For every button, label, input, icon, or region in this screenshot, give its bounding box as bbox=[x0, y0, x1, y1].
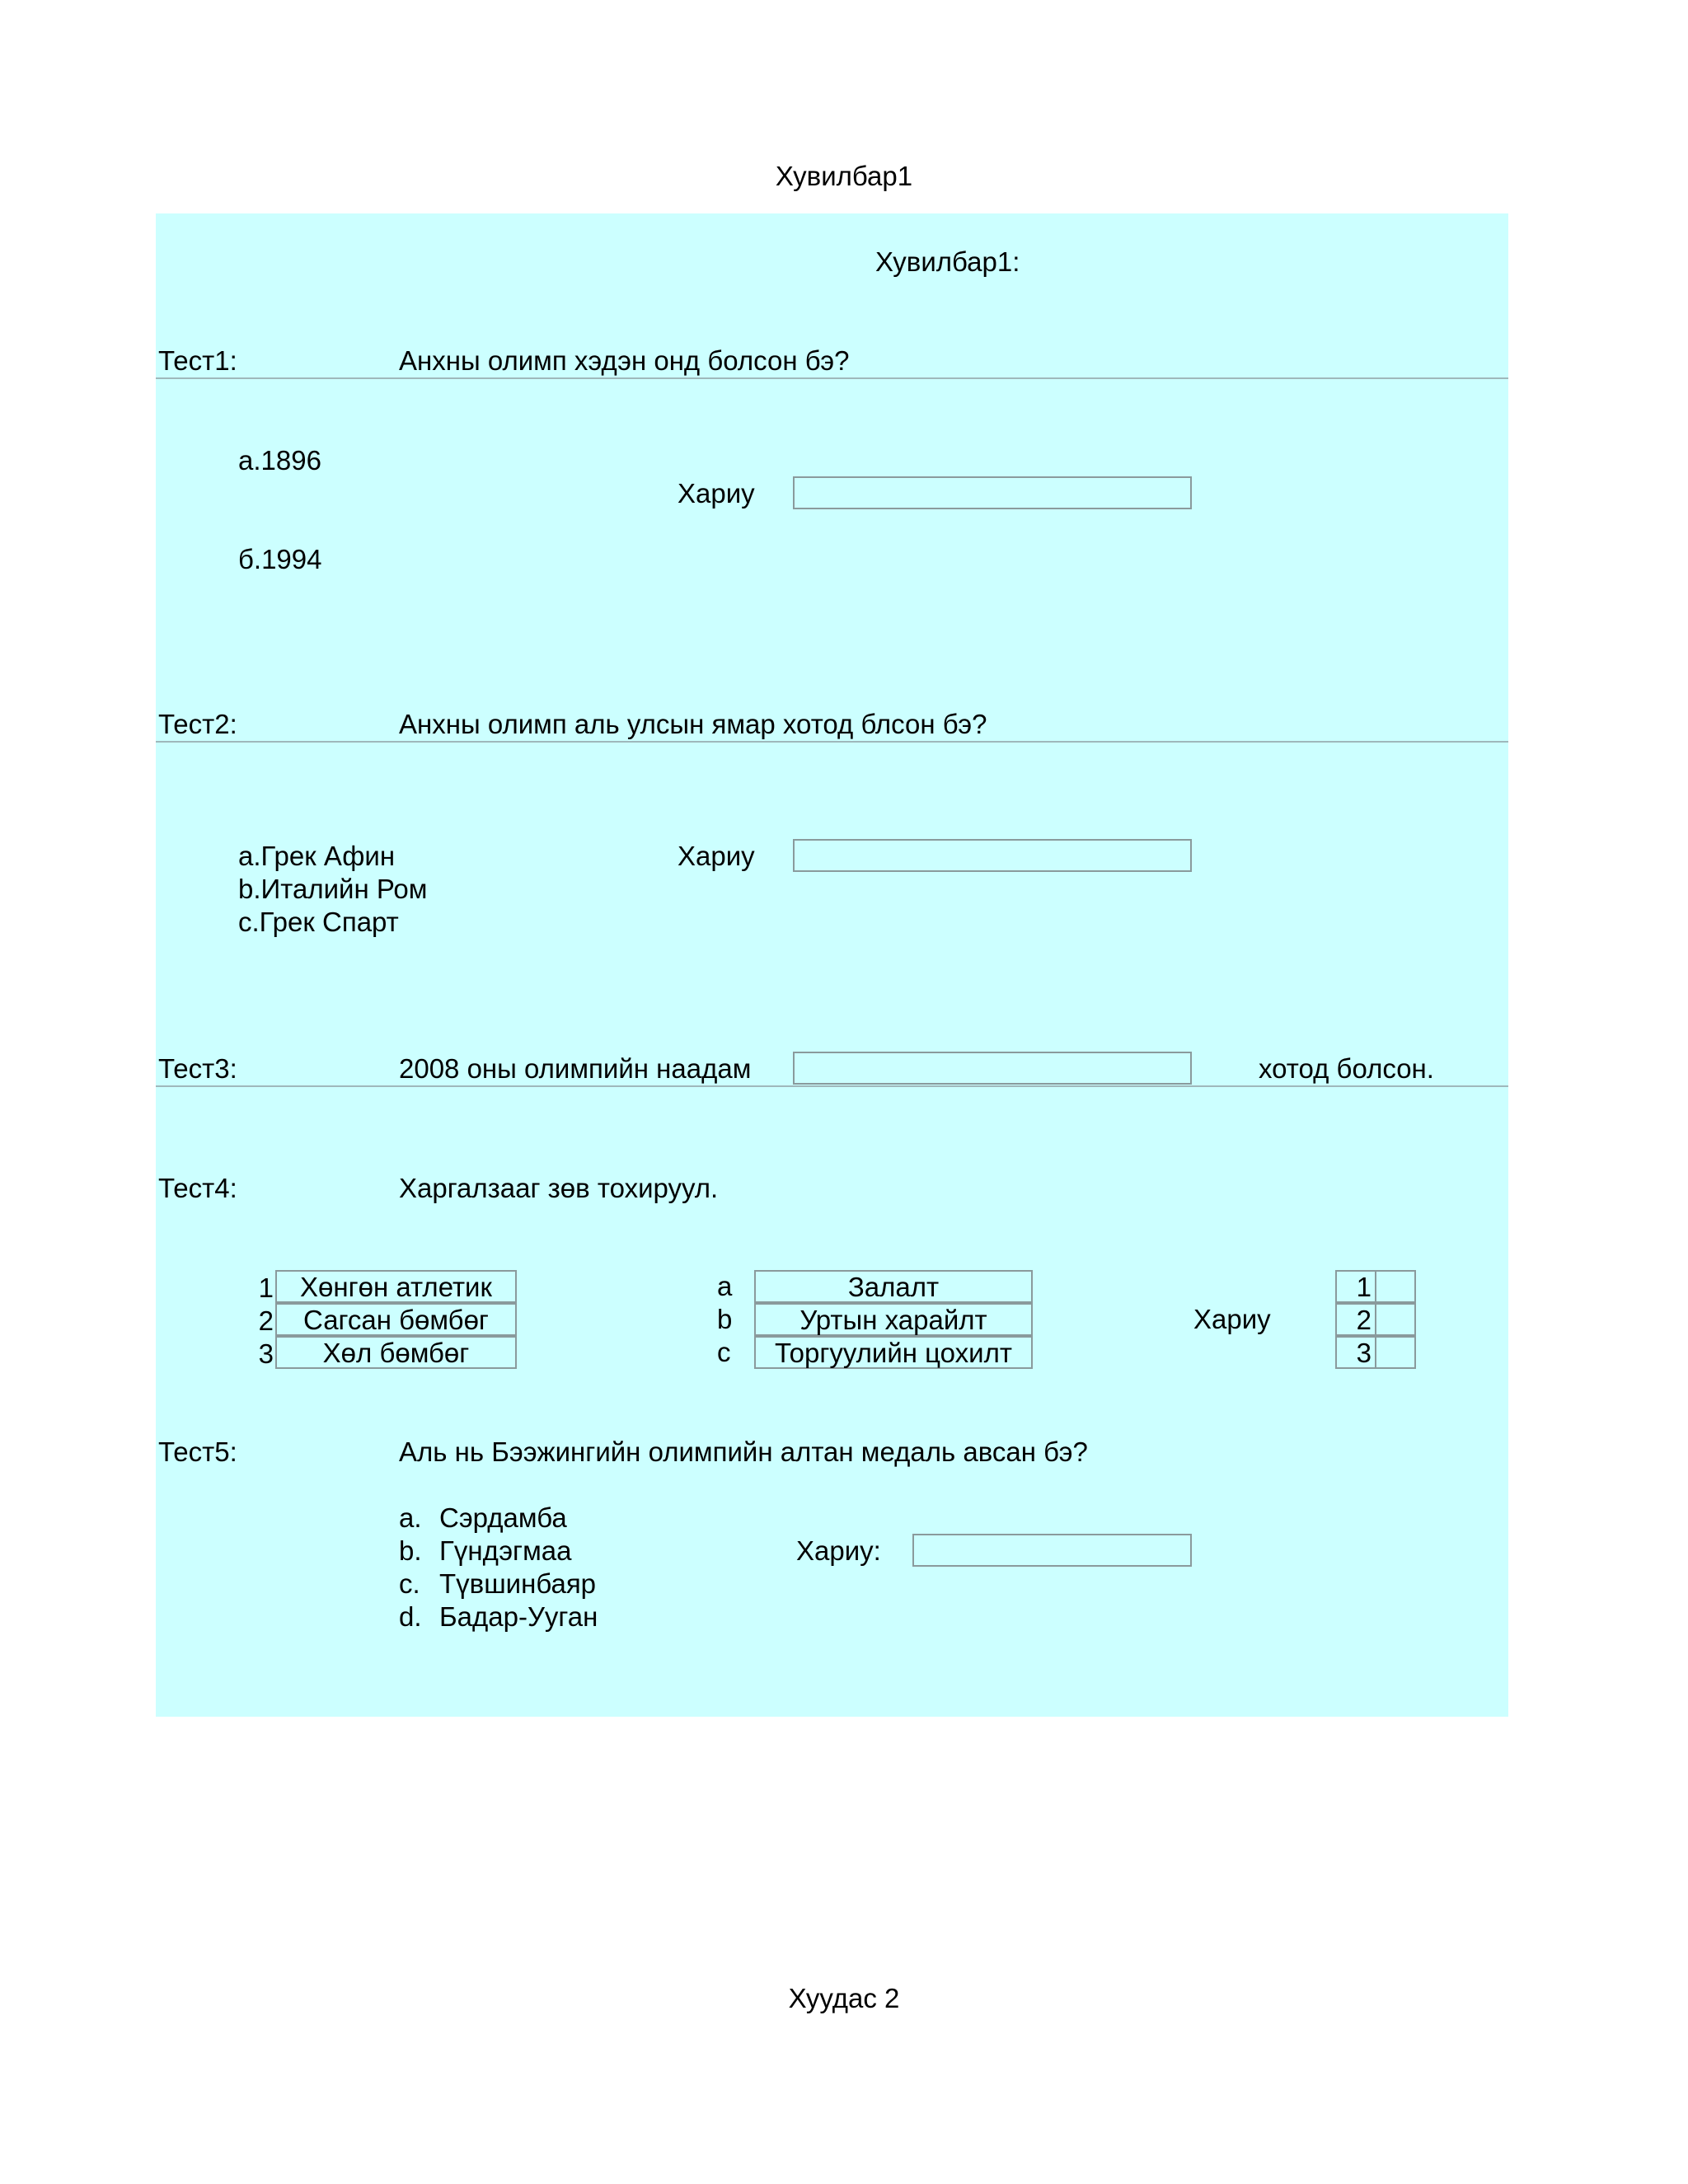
match-answer-number: 2 bbox=[1335, 1303, 1376, 1336]
match-right-item: Торгуулийн цохилт bbox=[754, 1336, 1033, 1369]
test4-answer-label: Хариу bbox=[1193, 1304, 1271, 1334]
test4-question: Харгалзааг зөв тохируул. bbox=[399, 1173, 719, 1203]
match-right-letter: c bbox=[717, 1337, 731, 1367]
match-left-item: Хөнгөн атлетик bbox=[275, 1270, 517, 1303]
test4-label: Тест4: bbox=[158, 1173, 237, 1203]
test2-option-a: a.Грек Афин bbox=[238, 841, 396, 871]
test5-option-letter: b. bbox=[399, 1535, 422, 1566]
match-right-letter: a bbox=[717, 1271, 733, 1301]
test5-label: Тест5: bbox=[158, 1436, 237, 1467]
test5-option-name: Гүндэгмаа bbox=[439, 1535, 572, 1566]
test5-option-name: Түвшинбаяр bbox=[439, 1568, 597, 1599]
test3-suffix: хотод болсон. bbox=[1259, 1053, 1434, 1084]
test2-label: Тест2: bbox=[158, 709, 237, 739]
test5-option-letter: a. bbox=[399, 1502, 422, 1533]
divider bbox=[156, 377, 1508, 379]
test2-answer-field[interactable] bbox=[793, 839, 1192, 872]
test5-option-letter: d. bbox=[399, 1601, 422, 1632]
test5-answer-field[interactable] bbox=[912, 1534, 1192, 1567]
page-footer: Хуудас 2 bbox=[788, 1983, 900, 2013]
test1-option-a: а.1896 bbox=[238, 445, 321, 476]
match-answer-field[interactable] bbox=[1375, 1303, 1416, 1336]
divider bbox=[156, 1085, 1508, 1087]
test1-answer-field[interactable] bbox=[793, 476, 1192, 509]
test1-label: Тест1: bbox=[158, 345, 237, 376]
divider bbox=[156, 741, 1508, 743]
test1-question: Анхны олимп хэдэн онд болсон бэ? bbox=[399, 345, 850, 376]
test2-option-c: c.Грек Спарт bbox=[238, 907, 399, 937]
match-answer-number: 3 bbox=[1335, 1336, 1376, 1369]
test3-label: Тест3: bbox=[158, 1053, 237, 1084]
match-left-number: 2 bbox=[258, 1305, 274, 1336]
match-right-item: Залалт bbox=[754, 1270, 1033, 1303]
test1-answer-label: Хариу bbox=[678, 478, 755, 509]
test5-answer-label: Хариу: bbox=[796, 1535, 881, 1566]
test1-option-b: б.1994 bbox=[238, 544, 322, 574]
match-right-item: Уртын харайлт bbox=[754, 1303, 1033, 1336]
test5-option-name: Сэрдамба bbox=[439, 1502, 567, 1533]
match-left-item: Сагсан бөмбөг bbox=[275, 1303, 517, 1336]
test2-answer-label: Хариу bbox=[678, 841, 755, 871]
match-answer-field[interactable] bbox=[1375, 1270, 1416, 1303]
test3-answer-field[interactable] bbox=[793, 1052, 1192, 1085]
test2-question: Анхны олимп аль улсын ямар хотод блсон бэ? bbox=[399, 709, 987, 739]
match-answer-number: 1 bbox=[1335, 1270, 1376, 1303]
match-right-letter: b bbox=[717, 1304, 733, 1334]
match-left-number: 1 bbox=[258, 1272, 274, 1303]
match-left-item: Хөл бөмбөг bbox=[275, 1336, 517, 1369]
test2-option-b: b.Италийн Ром bbox=[238, 874, 428, 904]
test5-option-letter: c. bbox=[399, 1568, 420, 1599]
test5-option-name: Бадар-Ууган bbox=[439, 1601, 598, 1632]
match-answer-field[interactable] bbox=[1375, 1336, 1416, 1369]
test3-question: 2008 оны олимпийн наадам bbox=[399, 1053, 752, 1084]
worksheet-area bbox=[156, 213, 1508, 1717]
test5-question: Аль нь Бээжингийн олимпийн алтан медаль авсан бэ? bbox=[399, 1436, 1088, 1467]
match-left-number: 3 bbox=[258, 1338, 274, 1369]
page-header: Хувилбар1 bbox=[775, 161, 913, 191]
sheet-title: Хувилбар1: bbox=[875, 246, 1020, 277]
